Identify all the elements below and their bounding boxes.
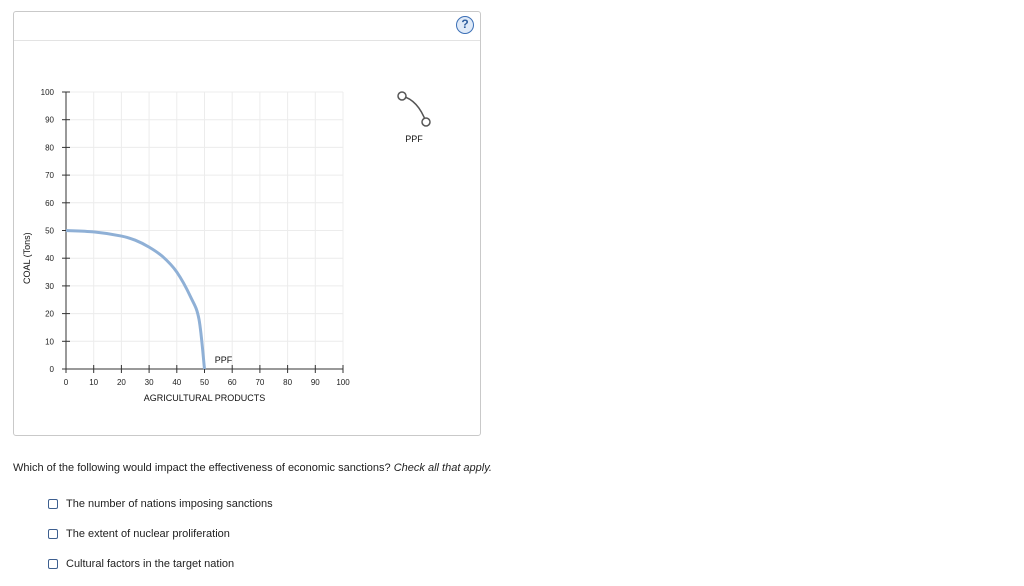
curve-tool-label[interactable]: PPF xyxy=(405,134,423,144)
chart-grid xyxy=(66,92,343,369)
x-tick-label: 90 xyxy=(310,378,320,387)
question-prompt: Which of the following would impact the effectiveness of economic sanctions? xyxy=(13,462,391,474)
checkbox[interactable] xyxy=(48,529,58,539)
option-number-of-nations[interactable] xyxy=(48,498,273,510)
chart-series xyxy=(66,231,205,370)
option-nuclear-proliferation[interactable] xyxy=(48,528,230,540)
question-text xyxy=(13,462,492,474)
curve-tool-end-handle[interactable] xyxy=(422,118,430,126)
y-tick-label: 60 xyxy=(45,198,54,208)
x-tick-label: 10 xyxy=(89,378,99,387)
y-tick-label: 30 xyxy=(45,281,54,291)
checkbox[interactable] xyxy=(48,499,58,509)
x-tick-label: 80 xyxy=(283,378,293,387)
y-tick-label: 50 xyxy=(45,226,54,236)
curve-tool[interactable] xyxy=(398,92,430,144)
option-label: Cultural factors in the target nation xyxy=(66,558,235,570)
x-axis-title: AGRICULTURAL PRODUCTS xyxy=(143,393,266,403)
y-tick-label: 40 xyxy=(45,254,54,264)
x-tick-label: 0 xyxy=(63,378,69,387)
x-tick-label: 30 xyxy=(144,378,154,387)
y-tick-label: 100 xyxy=(40,88,54,97)
y-tick-label: 10 xyxy=(45,337,54,347)
ppf-curve[interactable] xyxy=(66,231,205,370)
option-label: The number of nations imposing sanctions xyxy=(66,498,273,510)
curve-tool-start-handle[interactable] xyxy=(398,92,406,100)
y-tick-label: 0 xyxy=(49,365,54,374)
option-label: The extent of nuclear proliferation xyxy=(66,528,230,540)
chart-axes xyxy=(41,88,351,387)
help-button[interactable]: ? xyxy=(456,16,474,34)
x-tick-label: 100 xyxy=(336,378,350,387)
x-tick-label: 40 xyxy=(172,378,182,387)
x-tick-label: 60 xyxy=(227,378,237,387)
ppf-curve-label: PPF xyxy=(214,355,233,365)
x-tick-label: 70 xyxy=(255,378,265,387)
y-tick-label: 90 xyxy=(45,115,54,125)
question-instruction: Check all that apply. xyxy=(393,462,492,474)
x-tick-label: 50 xyxy=(200,378,209,387)
option-cultural-factors[interactable] xyxy=(48,558,234,570)
curve-tool-icon[interactable] xyxy=(402,96,426,122)
y-tick-label: 80 xyxy=(45,143,54,153)
x-tick-label: 20 xyxy=(116,378,126,387)
y-tick-label: 20 xyxy=(45,309,54,319)
y-axis-title: COAL (Tons) xyxy=(22,232,32,285)
y-tick-label: 70 xyxy=(45,171,54,181)
checkbox[interactable] xyxy=(48,559,58,569)
